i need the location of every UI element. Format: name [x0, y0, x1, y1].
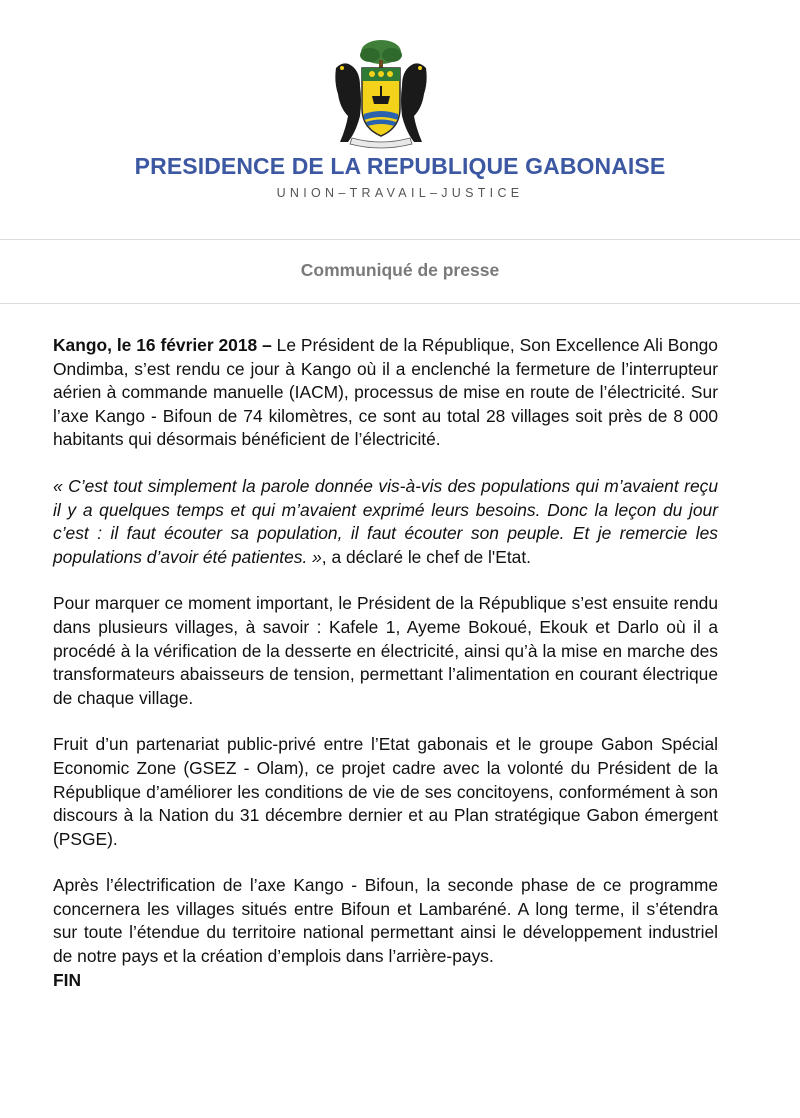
divider-top	[0, 239, 800, 240]
paragraph-intro-text: Le Président de la République, Son Excellence Ali Bongo Ondimba, s’est rendu ce jour à Kango où il a enclenché la fermeture de l’interrupteur aérien à commande manuelle (IACM), processus de mise en route de l’électricité. Sur l’axe Kango - Bifoun de 74 kilomètres, ce sont au total 28 villages soit près de 8 000 habitants qui désormais bénéficient de l’électricité.	[53, 335, 718, 450]
coat-of-arms-icon	[326, 38, 436, 150]
paragraph-intro	[53, 334, 718, 452]
divider-bottom	[0, 303, 800, 304]
quote-text: « C’est tout simplement la parole donnée vis-à-vis des populations qui m’avaient reçu il y a quelques temps et qui m’avaient exprimé leurs besoins. Donc la leçon du jour c’est : il faut écouter sa population, il faut écouter son peuple. Et je remercie les populations d’avoir été patientes. »	[53, 475, 718, 567]
paragraph-quote	[53, 475, 718, 569]
paragraph-partnership: Fruit d’un partenariat public-privé entre l’Etat gabonais et le groupe Gabon Spécial Economic Zone (GSEZ - Olam), ce projet cadre avec la volonté du Président de la République d’améliorer les conditions de vie de ses concitoyens, conformément à son discours à la Nation du 31 décembre dernier et au Plan stratégique Gabon émergent (PSGE).	[53, 734, 718, 849]
paragraph-villages: Pour marquer ce moment important, le Président de la République s’est ensuite rendu dans plusieurs villages, à savoir : Kafele 1, Ayeme Bokoué, Ekouk et Darlo où il a procédé à la vérification de la desserte en électricité, ainsi qu’à la mise en marche des transformateurs abaisseurs de tension, permettant l’alimentation en courant électrique de chaque village.	[53, 593, 718, 708]
paragraph-next-phase: Après l’électrification de l’axe Kango - Bifoun, la seconde phase de ce programme concernera les villages situés entre Bifoun et Lambaréné. A long terme, il s’étendra sur toute l’étendue du territoire national permettant ainsi le développement industriel de notre pays et la création d’emplois dans l’arrière-pays.	[53, 875, 718, 967]
press-release-body	[53, 334, 718, 992]
document-type-label: Communiqué de presse	[300, 260, 500, 280]
end-marker: FIN	[53, 969, 82, 990]
page-title: PRESIDENCE DE LA REPUBLIQUE GABONAISE	[134, 153, 666, 179]
quote-attribution: , a déclaré le chef de l'Etat.	[321, 546, 532, 567]
dateline: Kango, le 16 février 2018 –	[53, 335, 272, 355]
motto: UNION–TRAVAIL–JUSTICE	[276, 186, 524, 200]
